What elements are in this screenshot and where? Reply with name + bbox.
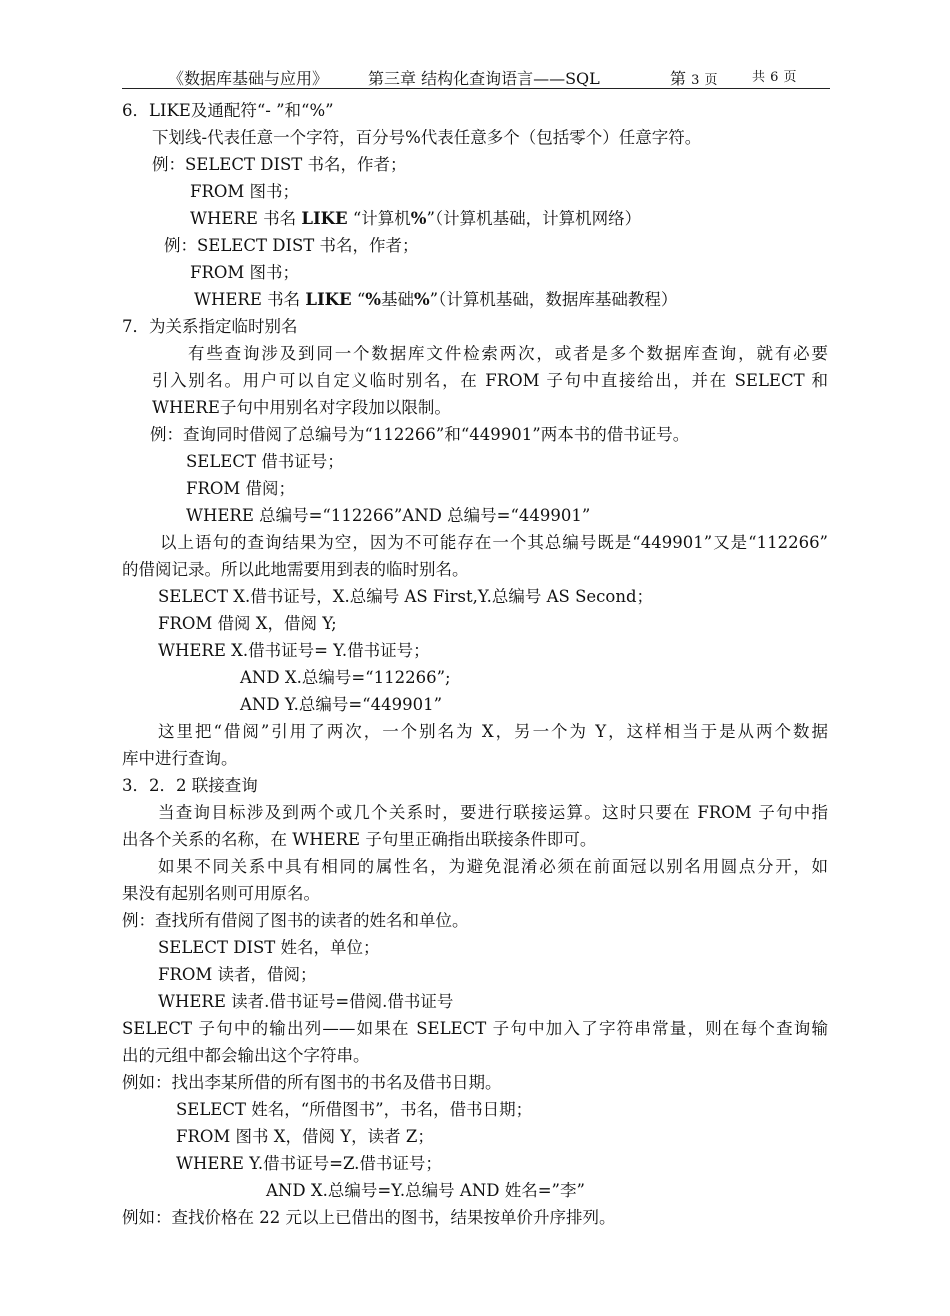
code-line: SELECT 借书证号； bbox=[186, 452, 344, 471]
code-line: SELECT 姓名，“所借图书”，书名，借书日期； bbox=[176, 1100, 533, 1119]
code-line: FROM 图书； bbox=[190, 263, 300, 282]
header-total-unit: 页 bbox=[783, 70, 797, 85]
code-line bbox=[190, 208, 641, 230]
section-heading-join: 3．2．2 联接查询 bbox=[122, 776, 258, 795]
body-text: 出各个关系的名称，在 WHERE 子句里正确指出联接条件即可。 bbox=[122, 830, 597, 849]
page-header bbox=[122, 62, 830, 89]
code-line: SELECT DIST 姓名，单位； bbox=[158, 938, 380, 957]
section-heading-like: 6．LIKE及通配符“- ”和“%” bbox=[122, 101, 334, 120]
example-line: 例：查询同时借阅了总编号为“112266”和“449901”两本书的借书证号。 bbox=[150, 425, 690, 444]
wildcard-symbol: % bbox=[413, 290, 430, 309]
body-text: 库中进行查询。 bbox=[122, 749, 238, 768]
code-line: SELECT X.借书证号，X.总编号 AS First,Y.总编号 AS Second； bbox=[158, 587, 654, 606]
code-line: AND X.总编号=Y.总编号 AND 姓名=”李” bbox=[266, 1181, 585, 1200]
section-heading-alias: 7．为关系指定临时别名 bbox=[122, 317, 298, 336]
code-line: WHERE X.借书证号= Y.借书证号； bbox=[158, 641, 430, 660]
header-page-num: 3 bbox=[691, 73, 700, 88]
body-text: 以上语句的查询结果为空，因为不可能存在一个其总编号既是“449901”又是“112266” bbox=[160, 533, 828, 552]
header-page-prefix: 第 bbox=[670, 69, 687, 88]
body-text: 当查询目标涉及到两个或几个关系时，要进行联接运算。这时只要在 FROM 子句中指 bbox=[158, 803, 828, 822]
body-text: SELECT 子句中的输出列——如果在 SELECT 子句中加入了字符串常量，则在每个查询输 bbox=[122, 1019, 828, 1038]
code-fragment: “计算机 bbox=[347, 209, 411, 228]
body-text: 下划线-代表任意一个字符，百分号%代表任意多个（包括零个）任意字符。 bbox=[152, 128, 702, 147]
body-text: 果没有起别名则可用原名。 bbox=[122, 884, 320, 903]
code-fragment: ”（计算机基础，数据库基础教程） bbox=[429, 290, 678, 309]
code-line: FROM 图书 X，借阅 Y，读者 Z； bbox=[176, 1127, 434, 1146]
header-book-title: 《数据库基础与应用》 bbox=[168, 69, 329, 88]
body-text: 有些查询涉及到同一个数据库文件检索两次，或者是多个数据库查询，就有必要 bbox=[188, 344, 828, 363]
example-line: 例：SELECT DIST 书名，作者； bbox=[152, 155, 407, 174]
header-chapter-title: 第三章 结构化查询语言——SQL bbox=[368, 69, 600, 88]
code-line bbox=[194, 289, 677, 311]
code-line: FROM 借阅； bbox=[186, 479, 296, 498]
header-total-prefix: 共 bbox=[752, 70, 766, 85]
header-total-num: 6 bbox=[770, 70, 779, 85]
example-line: 例如：找出李某所借的所有图书的书名及借书日期。 bbox=[122, 1073, 502, 1092]
example-line: 例：查找所有借阅了图书的读者的姓名和单位。 bbox=[122, 911, 469, 930]
body-text: 如果不同关系中具有相同的属性名，为避免混淆必须在前面冠以别名用圆点分开，如 bbox=[158, 857, 828, 876]
header-page-unit: 页 bbox=[704, 73, 718, 88]
body-text: 出的元组中都会输出这个字符串。 bbox=[122, 1046, 370, 1065]
header-page-number bbox=[670, 66, 718, 89]
body-text: 的借阅记录。所以此地需要用到表的临时别名。 bbox=[122, 560, 469, 579]
code-fragment: WHERE 书名 bbox=[190, 209, 302, 228]
code-line: WHERE Y.借书证号=Z.借书证号； bbox=[176, 1154, 442, 1173]
example-line: 例：SELECT DIST 书名，作者； bbox=[164, 236, 419, 255]
code-line: AND X.总编号=“112266”; bbox=[240, 668, 451, 687]
code-line: FROM 借阅 X，借阅 Y; bbox=[158, 614, 337, 633]
code-fragment: ”（计算机基础，计算机网络） bbox=[426, 209, 642, 228]
code-fragment: “ bbox=[351, 290, 366, 309]
code-line: WHERE 总编号=“112266”AND 总编号=“449901” bbox=[186, 506, 591, 525]
code-line: AND Y.总编号=“449901” bbox=[240, 695, 443, 714]
wildcard-symbol: % bbox=[365, 290, 381, 309]
code-line: WHERE 读者.借书证号=借阅.借书证号 bbox=[158, 992, 454, 1011]
code-fragment: WHERE 书名 bbox=[194, 290, 306, 309]
body-text: 这里把“借阅”引用了两次，一个别名为 X，另一个为 Y，这样相当于是从两个数据 bbox=[158, 722, 828, 741]
like-keyword: LIKE bbox=[301, 209, 348, 228]
code-line: FROM 图书； bbox=[190, 182, 300, 201]
code-line: FROM 读者，借阅； bbox=[158, 965, 317, 984]
code-fragment: 基础 bbox=[380, 290, 414, 309]
header-total-pages bbox=[752, 66, 797, 85]
example-line: 例如：查找价格在 22 元以上已借出的图书，结果按单价升序排列。 bbox=[122, 1208, 616, 1227]
body-text: WHERE子句中用别名对字段加以限制。 bbox=[152, 398, 451, 417]
like-keyword: LIKE bbox=[305, 290, 352, 309]
body-text: 引入别名。用户可以自定义临时别名，在 FROM 子句中直接给出，并在 SELECT 和 bbox=[152, 371, 828, 390]
wildcard-symbol: % bbox=[410, 209, 427, 228]
